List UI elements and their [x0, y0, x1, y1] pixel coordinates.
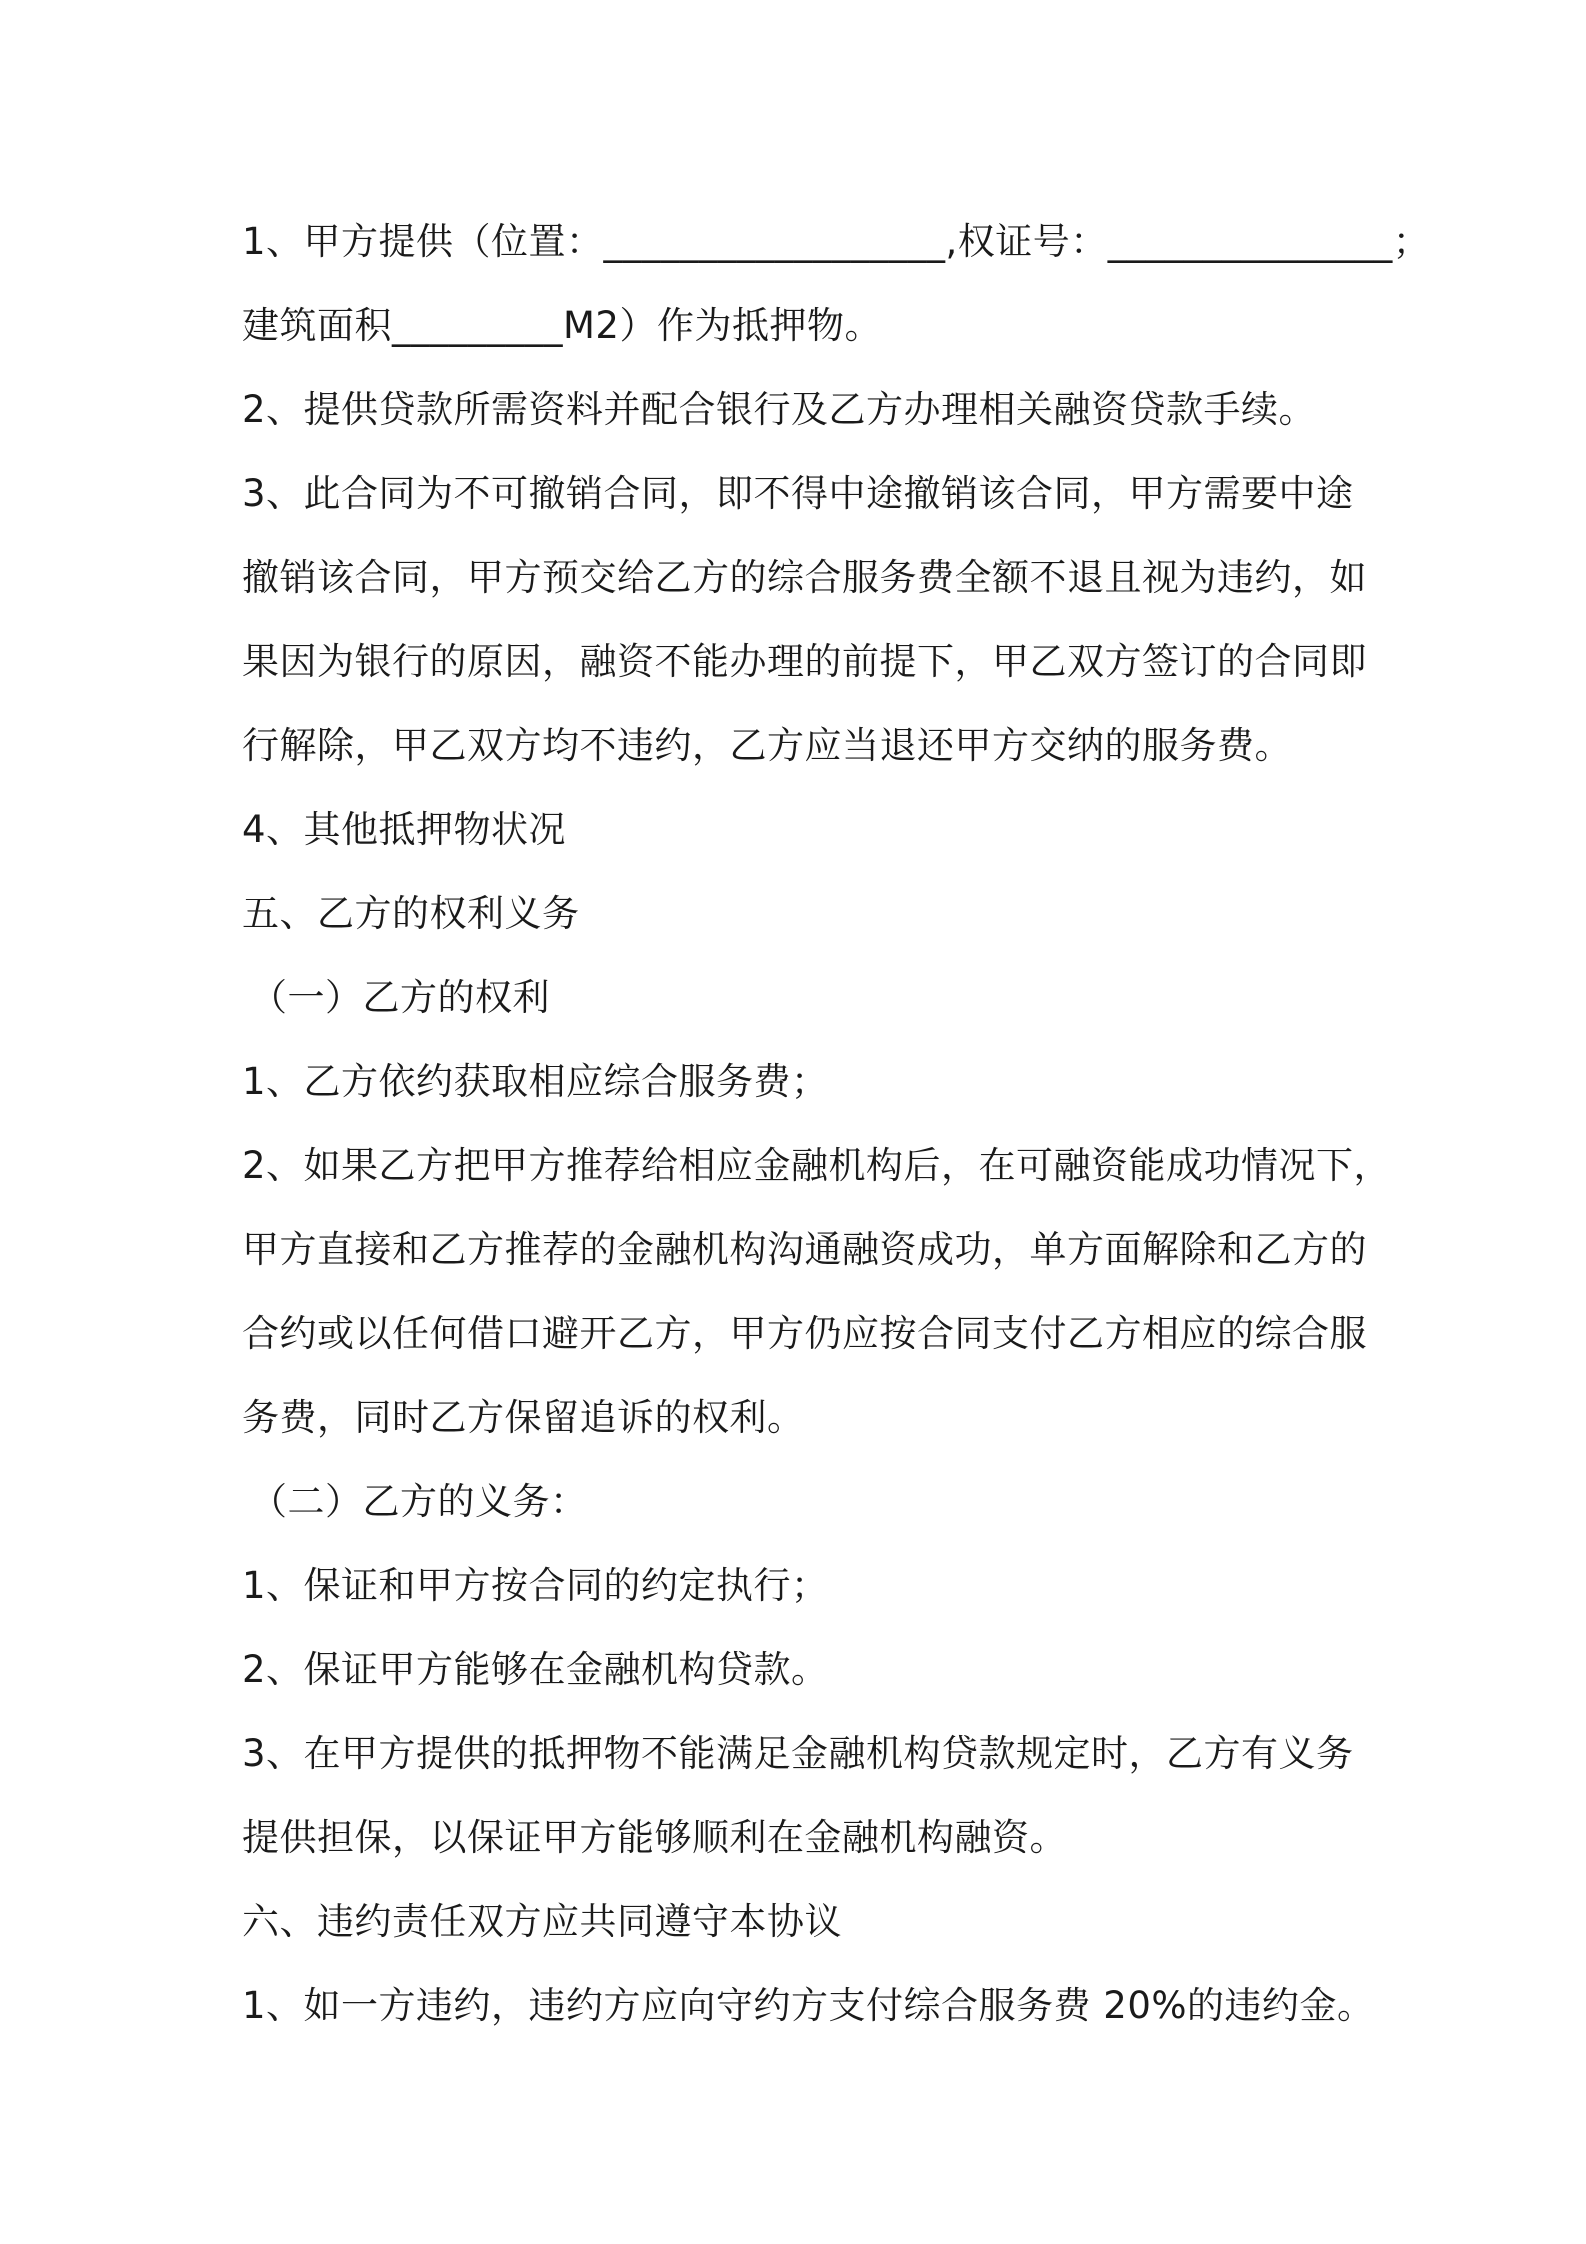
obligations-clause-3-line-2: 提供担保，以保证甲方能够顺利在金融机构融资。: [242, 1816, 1067, 1859]
clause-a4: 4、其他抵押物状况: [242, 808, 567, 851]
clause-a2: 2、提供贷款所需资料并配合银行及乙方办理相关融资贷款手续。: [242, 388, 1317, 431]
clause-a3-line-4: 行解除，甲乙双方均不违约，乙方应当退还甲方交纳的服务费。: [242, 724, 1292, 767]
clause-a3-line-1: 3、此合同为不可撤销合同，即不得中途撤销该合同，甲方需要中途: [242, 472, 1354, 515]
rights-clause-1: 1、乙方依约获取相应综合服务费；: [242, 1060, 829, 1103]
rights-clause-2-line-1: 2、如果乙方把甲方推荐给相应金融机构后，在可融资能成功情况下，: [242, 1144, 1392, 1187]
subsection-heading-obligations: （二）乙方的义务：: [250, 1480, 588, 1523]
clause-a1-line-1: 1、甲方提供（位置：__________________,权证号：_______________；: [242, 220, 1431, 263]
clause-a3-line-3: 果因为银行的原因，融资不能办理的前提下，甲乙双方签订的合同即: [242, 640, 1367, 683]
obligations-clause-2: 2、保证甲方能够在金融机构贷款。: [242, 1648, 829, 1691]
document-body: [242, 200, 1431, 2048]
clause-a3-line-2: 撤销该合同，甲方预交给乙方的综合服务费全额不退且视为违约，如: [242, 556, 1367, 599]
clause-a1-line-2: 建筑面积_________M2）作为抵押物。: [242, 304, 882, 347]
obligations-clause-1: 1、保证和甲方按合同的约定执行；: [242, 1564, 829, 1607]
section-heading-5: 五、乙方的权利义务: [242, 892, 580, 935]
rights-clause-2-line-2: 甲方直接和乙方推荐的金融机构沟通融资成功，单方面解除和乙方的: [242, 1228, 1367, 1271]
section-heading-6: 六、违约责任双方应共同遵守本协议: [242, 1900, 842, 1943]
rights-clause-2-line-3: 合约或以任何借口避开乙方，甲方仍应按合同支付乙方相应的综合服: [242, 1312, 1367, 1355]
breach-clause-1: 1、如一方违约，违约方应向守约方支付综合服务费 20%的违约金。: [242, 1984, 1375, 2027]
subsection-heading-rights: （一）乙方的权利: [250, 976, 550, 1019]
obligations-clause-3-line-1: 3、在甲方提供的抵押物不能满足金融机构贷款规定时，乙方有义务: [242, 1732, 1354, 1775]
rights-clause-2-line-4: 务费，同时乙方保留追诉的权利。: [242, 1396, 805, 1439]
